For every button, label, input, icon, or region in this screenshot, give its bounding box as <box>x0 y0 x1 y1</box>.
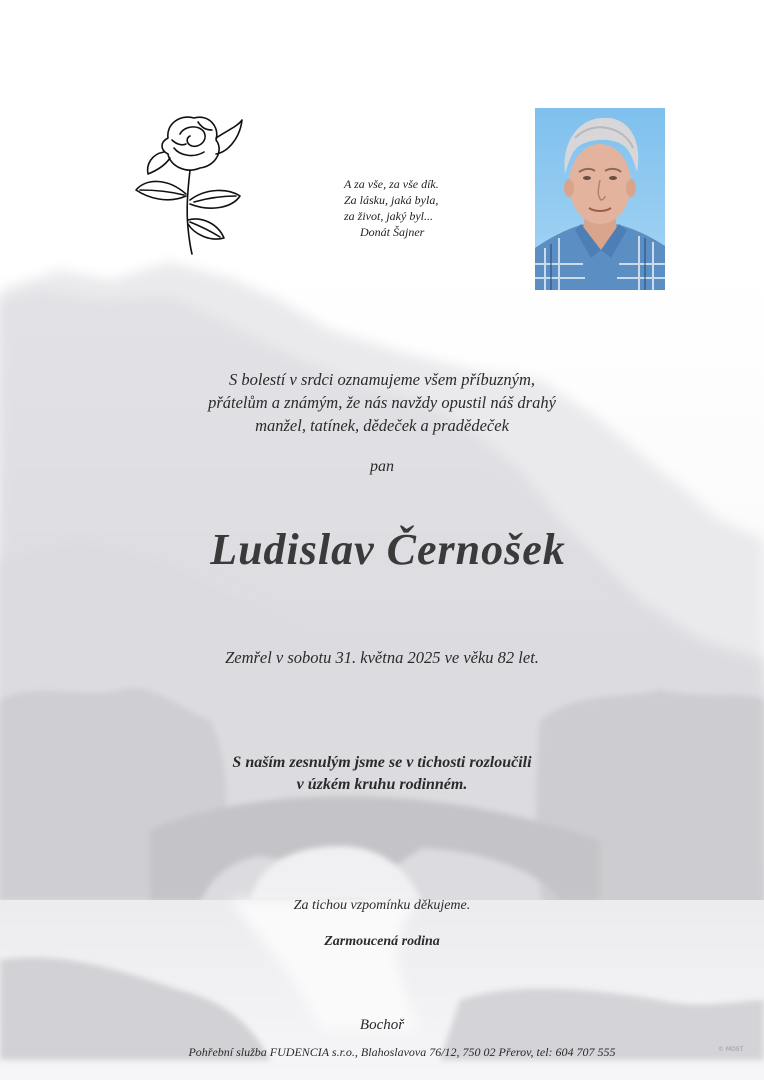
portrait-photo <box>535 108 665 290</box>
farewell-line: v úzkém kruhu rodinném. <box>296 776 468 793</box>
rose-icon <box>128 108 248 258</box>
death-notice: Zemřel v sobotu 31. května 2025 ve věku 82 let. <box>225 648 539 667</box>
intro-line: přátelům a známým, že nás navždy opustil náš drahý <box>208 393 556 412</box>
watermark: © MOST <box>718 1046 744 1053</box>
funeral-service-footer: Pohřební služba FUDENCIA s.r.o., Blahoslavova 76/12, 750 02 Přerov, tel: 604 707 555 <box>188 1045 616 1059</box>
announcement-intro <box>0 368 764 437</box>
poem-author: Donát Šajner <box>360 225 425 239</box>
farewell-notice <box>0 752 764 796</box>
thanks-text: Za tichou vzpomínku děkujeme. <box>293 898 471 913</box>
deceased-name: Ludislav Černošek <box>210 525 566 574</box>
family-signature: Zarmoucená rodina <box>324 934 440 949</box>
intro-line: S bolestí v srdci oznamujeme všem příbuzným, <box>229 370 535 389</box>
poem <box>344 176 504 240</box>
salutation: pan <box>370 458 394 475</box>
place-name: Bochoř <box>359 1017 405 1033</box>
poem-line: Za lásku, jaká byla, <box>344 193 439 207</box>
farewell-line: S naším zesnulým jsme se v tichosti rozloučili <box>232 754 532 771</box>
poem-line: A za vše, za vše dík. <box>344 177 439 191</box>
intro-line: manžel, tatínek, dědeček a pradědeček <box>255 416 509 435</box>
poem-line: za život, jaký byl... <box>344 209 433 223</box>
